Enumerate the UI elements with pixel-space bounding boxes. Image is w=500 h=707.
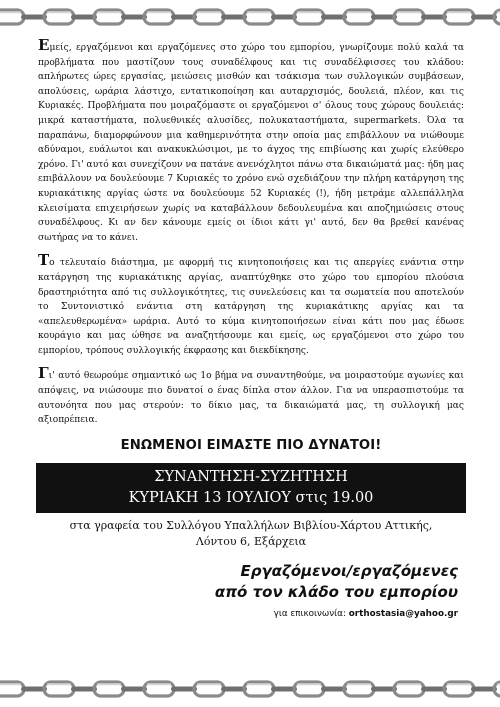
- chain-link-highlight: [0, 683, 21, 685]
- chain-link-highlight: [197, 683, 221, 685]
- chain-link-highlight: [147, 11, 171, 13]
- drop-cap: Ε: [38, 36, 50, 54]
- chain-link-highlight: [397, 683, 421, 685]
- drop-cap: Τ: [38, 251, 50, 270]
- chain-link-highlight: [297, 683, 321, 685]
- chain-link-highlight: [47, 11, 71, 13]
- event-banner: [36, 463, 466, 513]
- chain-link-highlight: [247, 683, 271, 685]
- paragraph-call: [38, 364, 464, 427]
- event-datetime: ΚΥΡΙΑΚΗ 13 ΙΟΥΛΙΟΥ στις 19.00: [128, 489, 374, 506]
- paragraph-text: ο τελευταίο διάστημα, με αφορμή τις κινητοποιήσεις και τις απεργίες ενάντια στην κατάργηση της κυριακάτικης αργίας, αναπτύχθηκε στο χώρο του εμπορίου πλούσια δραστηριότητα από τις συλλογικότητες, τις συνελεύσεις και τα σωματεία που αποτελούν το Συντονιστικό ενάντια στη κατάργηση της κυριακάτικης αργίας και τα «απελευθερωμένα» ωράρια. Αυτό το κύμα κινητοποιήσεων είναι κάτι που μας έδωσε κουράγιο και μας ώθησε να αναζητήσουμε και εμείς, ως εργαζόμενοι στο χώρο του εμπορίου, τρόπους συλλογικής έκφρασης και διεκδίκησης.: [38, 258, 464, 356]
- chain-link-highlight: [347, 11, 371, 13]
- chain-link-highlight: [447, 683, 471, 685]
- event-title: ΣΥΝΑΝΤΗΣΗ-ΣΥΖΗΤΗΣΗ: [154, 468, 348, 485]
- chain-border-bottom: [0, 676, 500, 702]
- chain-link-highlight: [0, 11, 21, 13]
- signature: [38, 561, 464, 603]
- chain-link-highlight: [147, 683, 171, 685]
- chain-link-highlight: [47, 683, 71, 685]
- leaflet-body: [38, 36, 464, 619]
- paragraph-intro: [38, 36, 464, 245]
- venue-line-1: στα γραφεία του Συλλόγου Υπαλλήλων Βιβλίου-Χάρτου Αττικής,: [69, 518, 433, 532]
- chain-link-highlight: [97, 683, 121, 685]
- chain-link-highlight: [397, 11, 421, 13]
- contact-label: για επικοινωνία:: [273, 608, 346, 619]
- chain-link-highlight: [97, 11, 121, 13]
- paragraph-mobilizations: [38, 251, 464, 358]
- contact-email[interactable]: orthostasia@yahoo.gr: [348, 608, 458, 619]
- venue-line-2: Λόντου 6, Εξάρχεια: [195, 534, 307, 548]
- chain-link-highlight: [197, 11, 221, 13]
- drop-cap: Γ: [38, 364, 49, 383]
- contact-line: [38, 609, 464, 619]
- chain-link-highlight: [247, 11, 271, 13]
- paragraph-text: ι' αυτό θεωρούμε σημαντικό ως 1ο βήμα να συναντηθούμε, να μοιραστούμε αγωνίες και απόψεις, να νιώσουμε πιο δυνατοί ο ένας δίπλα στον άλλον. Για να υπερασπιστούμε τα αυτονόητα που μας στερούν: το δίκιο μας, τα δικαιώματά μας, τη συλλογική μας αξιοπρέπεια.: [38, 371, 464, 426]
- event-venue: [38, 518, 464, 550]
- slogan: ΕΝΩΜΕΝΟΙ ΕΙΜΑΣΤΕ ΠΙΟ ΔΥΝΑΤΟΙ!: [120, 437, 382, 453]
- signature-line-2: από τον κλάδο του εμπορίου: [214, 582, 458, 601]
- chain-link-highlight: [297, 11, 321, 13]
- chain-link-highlight: [447, 11, 471, 13]
- paragraph-text: μείς, εργαζόμενοι και εργαζόμενες στο χώρο του εμπορίου, γνωρίζουμε πολύ καλά τα προβλήματα που μαστίζουν τους συναδέλφους και τις συναδέλφισσες του κλάδου: απλήρωτες ώρες εργασίας, μειώσεις μισθών και τσάκισμα των συλλογικών συμβάσεων, απολύσεις, ωράρια λάστιχο, εντατικοποίηση και αυταρχισμός, δουλειά, πλέον, και τις Κυριακές. Προβλήματα που μοιραζόμαστε οι εργαζόμενοι σ' όλους τους χώρους δουλειάς: μικρά καταστήματα, πολυεθνικές αλυσίδες, πολυκαταστήματα, supermarkets. Όλα τα παραπάνω, διαμορφώνουν μια καθημερινότητα στην οποία μας επιβάλλουν να νιώθουμε αδύναμοι, ευάλωτοι και ανακυκλώσιμοι, με το άγχος της επιβίωσης και χωρίς ελεύθερο χρόνο. Γι' αυτό και συνεχίζουν να πατάνε ανενόχλητοι πάνω στα δικαιώματά μας: ήδη μας επιβάλλουν να δουλεύουμε 7 Κυριακές το χρόνο ενώ σχεδιάζουν την πλήρη κατάργηση της κυριακάτικης αργίας ώστε να δουλεύουμε 52 Κυριακές (!), ήδη μετράμε αλλεπάλληλα κλεισίματα επιχειρήσεων χωρίς να καταβάλλουν δεδουλευμένα και αποζημιώσεις στους συναδέλφους. Κι αν δεν κάνουμε εμείς οι ίδιοι κάτι γι' αυτό, δεν θα βρεθεί κανένας σωτήρας να το κάνει.: [38, 43, 464, 243]
- chain-border-top: [0, 4, 500, 30]
- signature-line-1: Εργαζόμενοι/εργαζόμενες: [240, 561, 458, 580]
- chain-link-highlight: [347, 683, 371, 685]
